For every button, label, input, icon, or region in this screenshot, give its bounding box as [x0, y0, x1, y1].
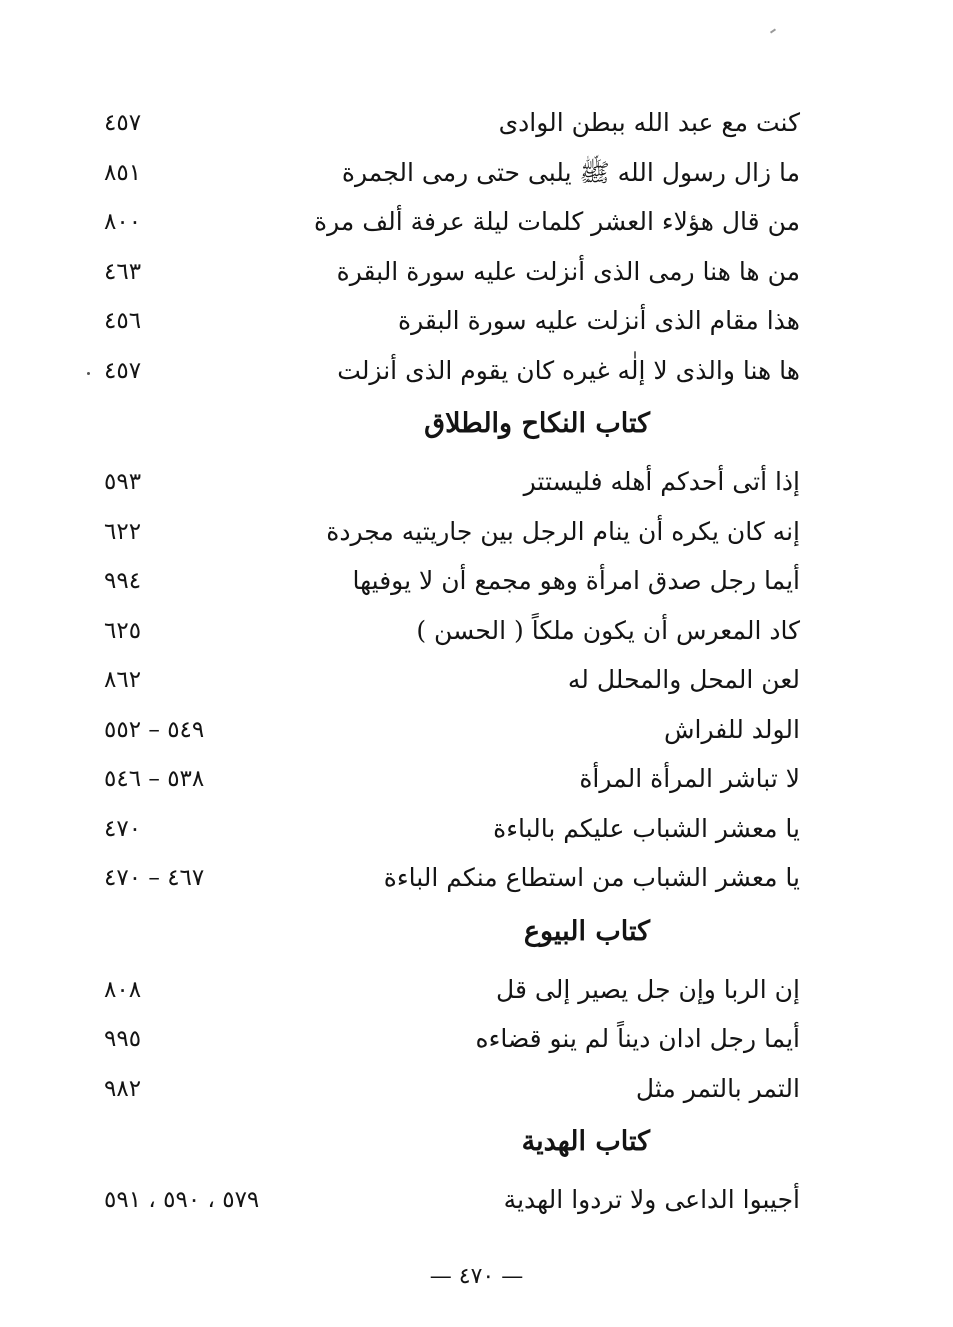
page-reference: ٨٦٢ [104, 667, 142, 693]
page-reference: ٩٩٤ [104, 568, 142, 594]
hadith-text: من قال هؤلاء العشر كلمات ليلة عرفة ألف مرة [314, 207, 800, 236]
page-reference: ٩٨٢ [104, 1075, 142, 1102]
section-title: كتاب البيوع [523, 915, 650, 947]
page-reference: ٥٧٩ ، ٥٩٠ ، ٥٩١ [104, 1187, 260, 1213]
section-heading [100, 1115, 800, 1177]
hadith-text: ها هنا والذى لا إلٰه غيره كان يقوم الذى أنزلت [337, 355, 800, 385]
hadith-text: لعن المحل والمحلل له [567, 665, 800, 694]
list-item [100, 707, 800, 757]
hadith-text: كنت مع عبد الله ببطن الوادى [498, 108, 800, 137]
section-title: كتاب الهدية [521, 1126, 650, 1157]
page-reference: ٥٣٨ – ٥٤٦ [104, 766, 205, 792]
section-title: كتاب النكاح والطلاق [424, 408, 650, 439]
hadith-text: لا تباشر المرأة المرأة [579, 764, 800, 793]
list-item [100, 1066, 800, 1116]
list-item [100, 348, 800, 398]
page-reference: ٥٩٣ [104, 469, 142, 495]
page-reference: ٨٠٠ [104, 209, 142, 235]
list-item [100, 756, 800, 806]
page-reference: ٤٧٠ [104, 815, 142, 842]
page-reference: ٨٥١ [104, 159, 142, 186]
index-list [100, 100, 800, 1227]
list-item [100, 558, 800, 608]
hadith-text: هذا مقام الذى أنزلت عليه سورة البقرة [397, 306, 800, 335]
page-reference: ٩٩٥ [104, 1026, 142, 1052]
speck-dot [87, 372, 90, 375]
hadith-text: إن الربا وإن جل يصير إلى قل [496, 974, 800, 1004]
list-item [100, 459, 800, 509]
list-item [100, 150, 800, 200]
hadith-text: إنه كان يكره أن ينام الرجل بين جاريتيه مجردة [326, 516, 800, 546]
list-item [100, 967, 800, 1017]
list-item [100, 855, 800, 905]
section-heading [100, 397, 800, 459]
page-reference: ٤٦٧ – ٤٧٠ [104, 865, 205, 891]
hadith-text: يا معشر الشباب عليكم بالباءة [493, 813, 800, 843]
hadith-text: أجيبوا الداعى ولا تردوا الهدية [503, 1185, 800, 1214]
list-item [100, 1177, 800, 1227]
list-item [100, 199, 800, 249]
page-reference: ٤٥٧ [104, 357, 142, 384]
page-number: — ٤٧٠ — [429, 1264, 524, 1289]
list-item [100, 657, 800, 707]
list-item [100, 509, 800, 559]
page-reference: ٨٠٨ [104, 976, 142, 1003]
page-reference: ٤٦٣ [104, 258, 142, 285]
hadith-text: الولد للفراش [664, 714, 800, 744]
hadith-text: أيما رجل صدق امرأة وهو مجمع أن لا يوفيها [352, 566, 800, 595]
page-reference: ٦٢٥ [104, 617, 142, 644]
speck-mark [770, 28, 776, 33]
page-reference: ٦٢٢ [104, 518, 142, 545]
list-item [100, 1016, 800, 1066]
hadith-text: يا معشر الشباب من استطاع منكم الباءة [383, 863, 800, 892]
page-reference: ٥٤٩ – ٥٥٢ [104, 716, 205, 743]
hadith-text: ما زال رسول الله ﷺ يلبى حتى رمى الجمرة [341, 157, 800, 187]
section-heading [100, 905, 800, 967]
list-item [100, 806, 800, 856]
list-item [100, 298, 800, 348]
list-item [100, 608, 800, 658]
page-reference: ٤٥٧ [104, 110, 142, 136]
page-reference: ٤٥٦ [104, 308, 142, 334]
hadith-text: كاد المعرس أن يكون ملكاً ( الحسن ) [416, 615, 800, 645]
hadith-text: التمر بالتمر مثل [635, 1073, 800, 1103]
list-item [100, 100, 800, 150]
list-item [100, 249, 800, 299]
hadith-text: أيما رجل ادان ديناً لم ينو قضاءه [475, 1024, 800, 1053]
hadith-text: من ها هنا رمى الذى أنزلت عليه سورة البقرة [336, 256, 800, 286]
hadith-text: إذا أتى أحدكم أهله فليستتر [523, 467, 800, 496]
